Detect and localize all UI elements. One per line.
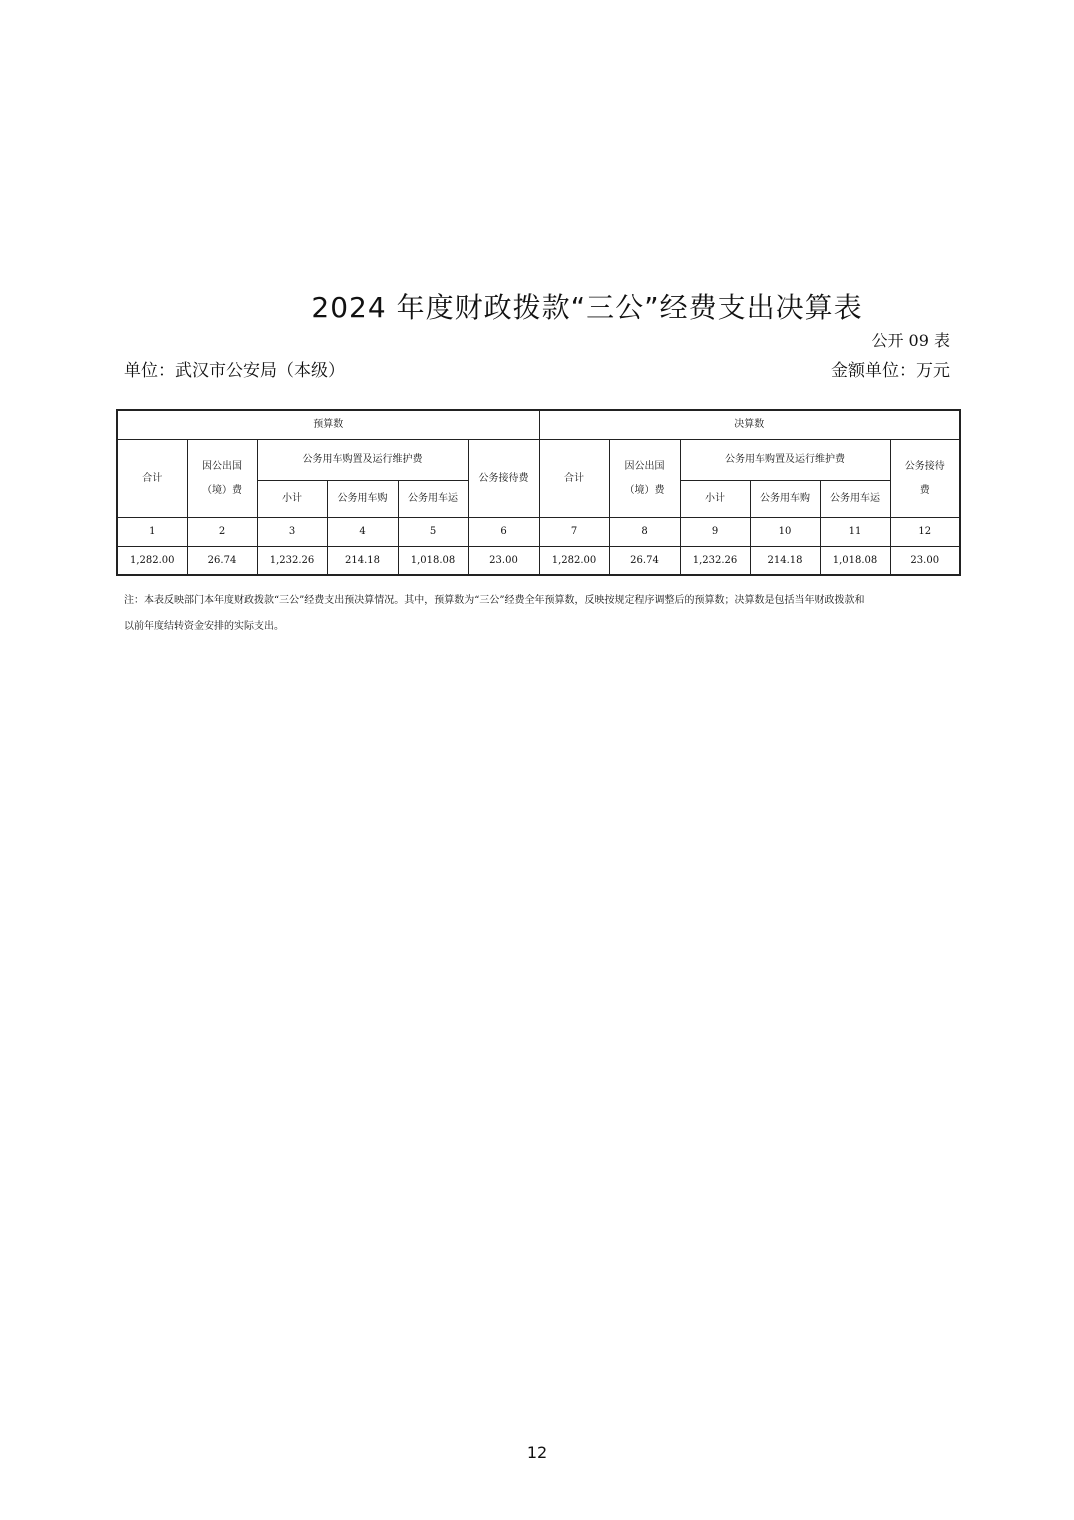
table-note — [124, 588, 954, 640]
page-title: 2024 年度财政拨款“三公”经费支出决算表 — [311, 291, 863, 324]
value-cell: 26.74 — [187, 547, 257, 576]
budget-subtotal-header: 小计 — [257, 481, 327, 518]
value-cell: 214.18 — [750, 547, 820, 576]
index-cell: 7 — [539, 518, 609, 547]
table-index-row — [117, 518, 960, 547]
value-cell: 1,282.00 — [117, 547, 187, 576]
note-line-1: 注：本表反映部门本年度财政拨款“三公”经费支出预决算情况。其中，预算数为“三公”经费全年预算数，反映按规定程序调整后的预算数；决算数是包括当年财政拨款和 — [124, 595, 865, 606]
final-reception-header — [890, 440, 960, 518]
index-cell: 8 — [609, 518, 680, 547]
index-cell: 12 — [890, 518, 960, 547]
index-cell: 9 — [680, 518, 750, 547]
index-cell: 10 — [750, 518, 820, 547]
value-cell: 1,282.00 — [539, 547, 609, 576]
final-reception-line1: 公务接待 — [904, 460, 945, 472]
budget-abroad-line1: 因公出国 — [202, 460, 242, 472]
budget-reception-header: 公务接待费 — [468, 440, 539, 518]
value-cell: 214.18 — [327, 547, 398, 576]
expenditure-table — [116, 409, 961, 576]
final-vehicle-operation-header: 公务用车运 — [820, 481, 890, 518]
value-cell: 23.00 — [890, 547, 960, 576]
final-abroad-line2: （境）费 — [624, 484, 665, 496]
value-cell: 26.74 — [609, 547, 680, 576]
index-cell: 5 — [398, 518, 468, 547]
value-cell: 1,018.08 — [820, 547, 890, 576]
final-reception-line2: 费 — [919, 484, 930, 496]
budget-group-header: 预算数 — [117, 410, 539, 440]
final-total-header: 合计 — [539, 440, 609, 518]
budget-vehicle-group-header: 公务用车购置及运行维护费 — [257, 440, 468, 481]
form-number: 公开 09 表 — [871, 331, 950, 350]
budget-vehicle-purchase-header: 公务用车购 — [327, 481, 398, 518]
value-cell: 1,232.26 — [680, 547, 750, 576]
index-cell: 3 — [257, 518, 327, 547]
index-cell: 2 — [187, 518, 257, 547]
final-abroad-line1: 因公出国 — [624, 460, 665, 472]
table-group-row — [117, 410, 960, 440]
amount-unit: 金额单位：万元 — [831, 361, 950, 381]
value-cell: 1,232.26 — [257, 547, 327, 576]
page-number: 12 — [526, 1443, 548, 1462]
final-abroad-header — [609, 440, 680, 518]
final-vehicle-group-header: 公务用车购置及运行维护费 — [680, 440, 890, 481]
table-value-row — [117, 547, 960, 576]
table-header-row-1 — [117, 440, 960, 481]
final-subtotal-header: 小计 — [680, 481, 750, 518]
budget-total-header: 合计 — [117, 440, 187, 518]
index-cell: 11 — [820, 518, 890, 547]
note-line-2: 以前年度结转资金安排的实际支出。 — [124, 621, 284, 632]
budget-vehicle-operation-header: 公务用车运 — [398, 481, 468, 518]
value-cell: 23.00 — [468, 547, 539, 576]
final-vehicle-purchase-header: 公务用车购 — [750, 481, 820, 518]
index-cell: 1 — [117, 518, 187, 547]
value-cell: 1,018.08 — [398, 547, 468, 576]
final-group-header: 决算数 — [539, 410, 960, 440]
budget-abroad-line2: （境）费 — [202, 484, 242, 496]
index-cell: 6 — [468, 518, 539, 547]
reporting-unit: 单位：武汉市公安局（本级） — [124, 361, 345, 381]
budget-abroad-header — [187, 440, 257, 518]
index-cell: 4 — [327, 518, 398, 547]
